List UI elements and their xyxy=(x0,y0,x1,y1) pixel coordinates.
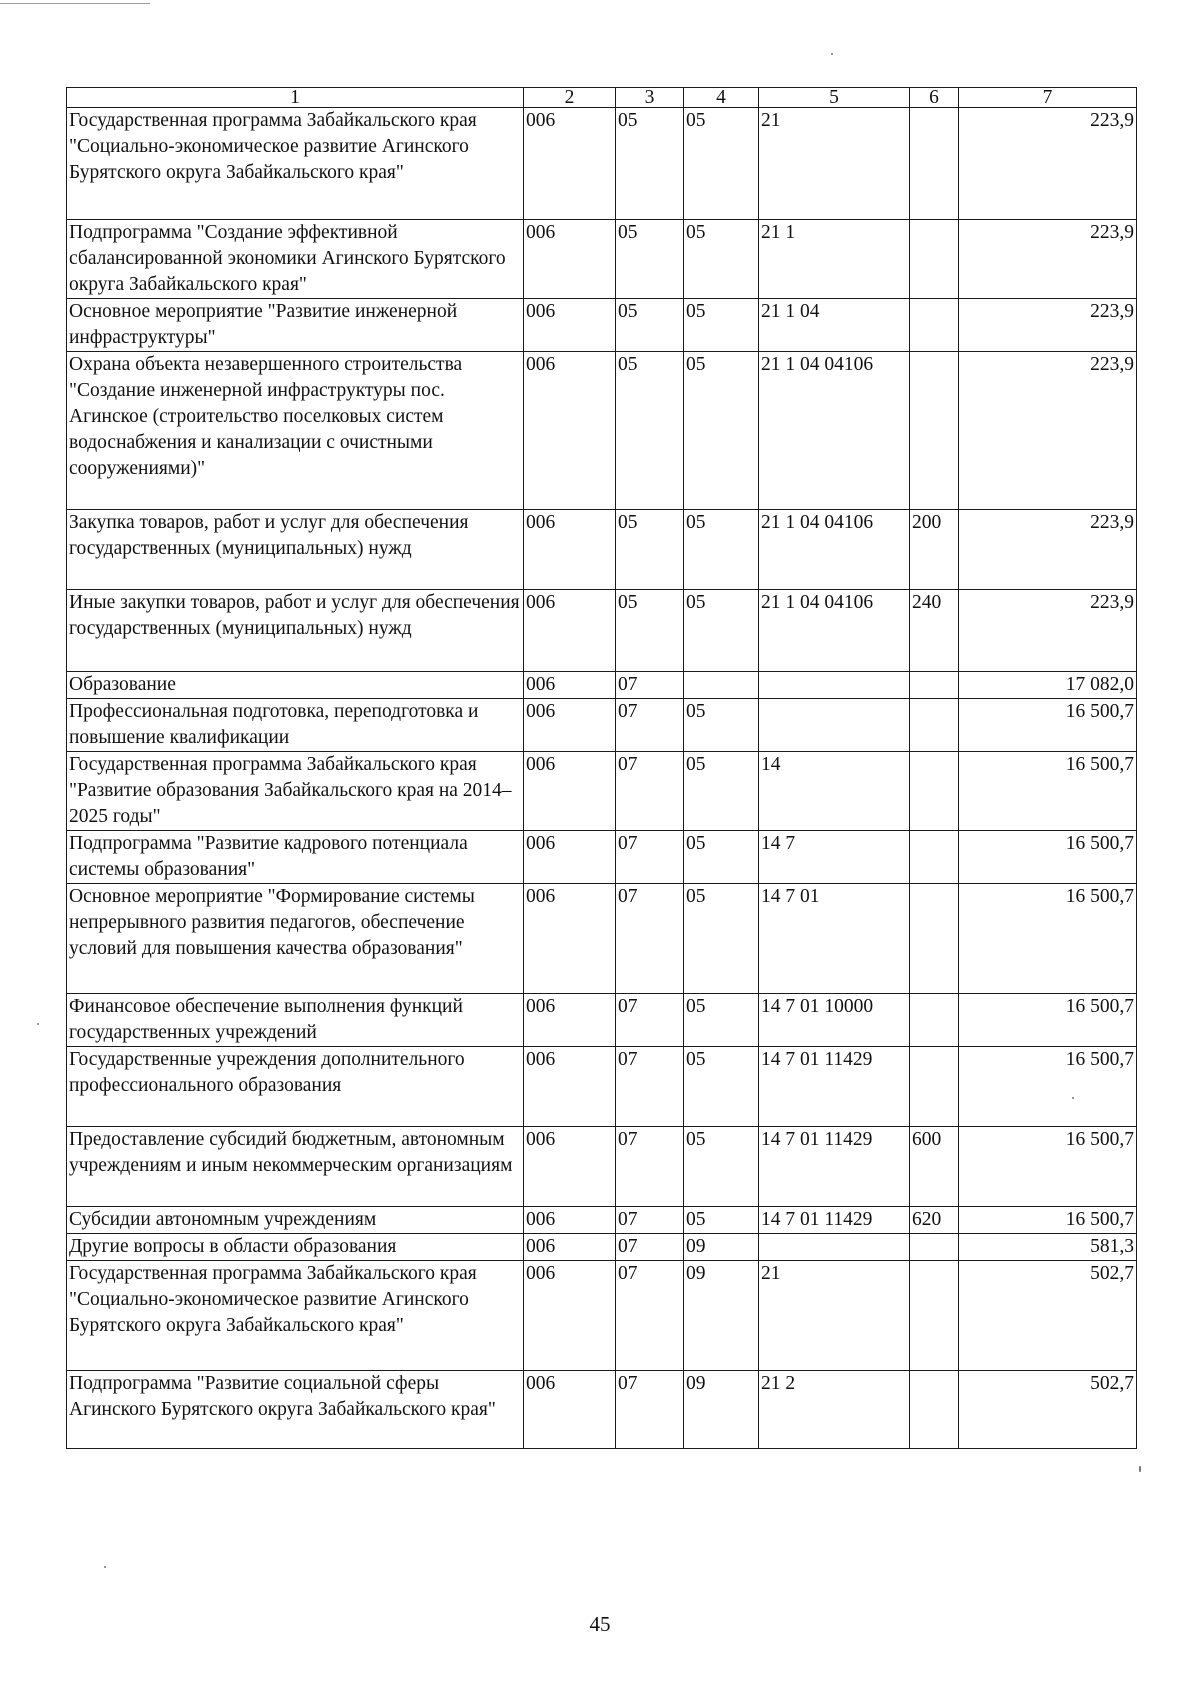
subsection-code-cell: 05 xyxy=(684,352,759,510)
grbs-code-cell: 006 xyxy=(524,1371,616,1449)
expense-type-cell xyxy=(910,1047,959,1127)
expense-type-cell xyxy=(910,1261,959,1371)
section-code-cell: 05 xyxy=(616,108,684,220)
grbs-code-cell: 006 xyxy=(524,108,616,220)
grbs-code-cell: 006 xyxy=(524,510,616,590)
grbs-code-cell: 006 xyxy=(524,699,616,752)
table-row xyxy=(67,884,1137,994)
grbs-code-cell: 006 xyxy=(524,590,616,672)
amount-cell: 223,9 xyxy=(959,510,1137,590)
table-row xyxy=(67,510,1137,590)
grbs-code-cell: 006 xyxy=(524,831,616,884)
section-code-cell: 07 xyxy=(616,994,684,1047)
expense-type-cell: 240 xyxy=(910,590,959,672)
expense-type-cell xyxy=(910,884,959,994)
target-article-cell: 21 1 04 04106 xyxy=(759,590,910,672)
header-cell: 3 xyxy=(616,88,684,108)
subsection-code-cell: 09 xyxy=(684,1261,759,1371)
section-code-cell: 05 xyxy=(616,299,684,352)
expense-type-cell xyxy=(910,352,959,510)
amount-cell: 16 500,7 xyxy=(959,1047,1137,1127)
expense-type-cell xyxy=(910,299,959,352)
section-code-cell: 07 xyxy=(616,1371,684,1449)
scan-speck xyxy=(104,1566,106,1568)
page-number: 45 xyxy=(589,1612,611,1636)
table-row xyxy=(67,1261,1137,1371)
row-name-cell: Государственная программа Забайкальского края "Социально-экономическое развитие Агинского Бурятского округа Забайкальского края" xyxy=(67,108,524,220)
target-article-cell xyxy=(759,672,910,699)
subsection-code-cell: 05 xyxy=(684,1207,759,1234)
amount-cell: 502,7 xyxy=(959,1371,1137,1449)
amount-cell: 16 500,7 xyxy=(959,831,1137,884)
grbs-code-cell: 006 xyxy=(524,220,616,299)
table-row xyxy=(67,220,1137,299)
subsection-code-cell: 05 xyxy=(684,510,759,590)
amount-cell: 16 500,7 xyxy=(959,1127,1137,1207)
target-article-cell: 21 1 04 04106 xyxy=(759,510,910,590)
amount-cell: 16 500,7 xyxy=(959,699,1137,752)
amount-cell: 16 500,7 xyxy=(959,994,1137,1047)
table-row xyxy=(67,352,1137,510)
grbs-code-cell: 006 xyxy=(524,1261,616,1371)
row-name-cell: Образование xyxy=(67,672,524,699)
table-row xyxy=(67,1207,1137,1234)
row-name-cell: Основное мероприятие "Развитие инженерной инфраструктуры" xyxy=(67,299,524,352)
row-name-cell: Подпрограмма "Создание эффективной сбалансированной экономики Агинского Бурятского округа Забайкальского края" xyxy=(67,220,524,299)
grbs-code-cell: 006 xyxy=(524,884,616,994)
subsection-code-cell: 05 xyxy=(684,590,759,672)
amount-cell: 17 082,0 xyxy=(959,672,1137,699)
target-article-cell: 14 7 01 11429 xyxy=(759,1127,910,1207)
grbs-code-cell: 006 xyxy=(524,994,616,1047)
row-name-cell: Закупка товаров, работ и услуг для обеспечения государственных (муниципальных) нужд xyxy=(67,510,524,590)
subsection-code-cell: 05 xyxy=(684,884,759,994)
grbs-code-cell: 006 xyxy=(524,672,616,699)
row-name-cell: Финансовое обеспечение выполнения функций государственных учреждений xyxy=(67,994,524,1047)
grbs-code-cell: 006 xyxy=(524,1047,616,1127)
row-name-cell: Субсидии автономным учреждениям xyxy=(67,1207,524,1234)
section-code-cell: 07 xyxy=(616,1234,684,1261)
expense-type-cell: 200 xyxy=(910,510,959,590)
target-article-cell: 21 2 xyxy=(759,1371,910,1449)
subsection-code-cell: 05 xyxy=(684,1047,759,1127)
table-row xyxy=(67,831,1137,884)
subsection-code-cell: 09 xyxy=(684,1371,759,1449)
grbs-code-cell: 006 xyxy=(524,299,616,352)
expense-type-cell xyxy=(910,672,959,699)
header-cell: 5 xyxy=(759,88,910,108)
header-cell: 2 xyxy=(524,88,616,108)
expense-type-cell: 620 xyxy=(910,1207,959,1234)
table-header-row xyxy=(67,88,1137,108)
target-article-cell: 14 7 01 xyxy=(759,884,910,994)
scan-speck xyxy=(831,53,833,55)
subsection-code-cell: 09 xyxy=(684,1234,759,1261)
scan-speck xyxy=(37,1023,39,1025)
row-name-cell: Другие вопросы в области образования xyxy=(67,1234,524,1261)
table-row xyxy=(67,1234,1137,1261)
section-code-cell: 07 xyxy=(616,831,684,884)
grbs-code-cell: 006 xyxy=(524,1127,616,1207)
table-row xyxy=(67,994,1137,1047)
section-code-cell: 07 xyxy=(616,752,684,831)
amount-cell: 16 500,7 xyxy=(959,752,1137,831)
amount-cell: 581,3 xyxy=(959,1234,1137,1261)
subsection-code-cell: 05 xyxy=(684,220,759,299)
section-code-cell: 05 xyxy=(616,352,684,510)
section-code-cell: 07 xyxy=(616,1207,684,1234)
table-row xyxy=(67,1047,1137,1127)
amount-cell: 502,7 xyxy=(959,1261,1137,1371)
expense-type-cell xyxy=(910,220,959,299)
expense-type-cell xyxy=(910,699,959,752)
section-code-cell: 07 xyxy=(616,884,684,994)
section-code-cell: 05 xyxy=(616,590,684,672)
grbs-code-cell: 006 xyxy=(524,752,616,831)
row-name-cell: Подпрограмма "Развитие кадрового потенциала системы образования" xyxy=(67,831,524,884)
row-name-cell: Государственная программа Забайкальского края "Социально-экономическое развитие Агинского Бурятского округа Забайкальского края" xyxy=(67,1261,524,1371)
subsection-code-cell: 05 xyxy=(684,1127,759,1207)
expense-type-cell xyxy=(910,1234,959,1261)
target-article-cell: 14 7 xyxy=(759,831,910,884)
row-name-cell: Охрана объекта незавершенного строительства "Создание инженерной инфраструктуры пос. Агинское (строительство поселковых систем водоснабжения и канализации с очистными сооружениями)" xyxy=(67,352,524,510)
expense-type-cell xyxy=(910,108,959,220)
subsection-code-cell: 05 xyxy=(684,299,759,352)
section-code-cell: 07 xyxy=(616,1127,684,1207)
row-name-cell: Государственная программа Забайкальского края "Развитие образования Забайкальского края на 2014–2025 годы" xyxy=(67,752,524,831)
expense-type-cell xyxy=(910,1371,959,1449)
subsection-code-cell: 05 xyxy=(684,831,759,884)
table-row xyxy=(67,108,1137,220)
amount-cell: 223,9 xyxy=(959,108,1137,220)
table-row xyxy=(67,1127,1137,1207)
target-article-cell: 21 1 04 xyxy=(759,299,910,352)
amount-cell: 223,9 xyxy=(959,220,1137,299)
budget-table xyxy=(66,87,1137,1449)
expense-type-cell xyxy=(910,994,959,1047)
subsection-code-cell: 05 xyxy=(684,108,759,220)
amount-cell: 16 500,7 xyxy=(959,884,1137,994)
section-code-cell: 07 xyxy=(616,672,684,699)
target-article-cell: 21 1 xyxy=(759,220,910,299)
target-article-cell: 14 7 01 11429 xyxy=(759,1207,910,1234)
scan-speck xyxy=(1072,1097,1074,1099)
subsection-code-cell: 05 xyxy=(684,699,759,752)
subsection-code-cell: 05 xyxy=(684,752,759,831)
amount-cell: 223,9 xyxy=(959,590,1137,672)
section-code-cell: 05 xyxy=(616,510,684,590)
row-name-cell: Иные закупки товаров, работ и услуг для обеспечения государственных (муниципальных) нужд xyxy=(67,590,524,672)
table-row xyxy=(67,1371,1137,1449)
table-row xyxy=(67,752,1137,831)
section-code-cell: 05 xyxy=(616,220,684,299)
target-article-cell: 21 1 04 04106 xyxy=(759,352,910,510)
section-code-cell: 07 xyxy=(616,1261,684,1371)
target-article-cell: 14 7 01 11429 xyxy=(759,1047,910,1127)
header-cell: 1 xyxy=(67,88,524,108)
amount-cell: 16 500,7 xyxy=(959,1207,1137,1234)
grbs-code-cell: 006 xyxy=(524,1207,616,1234)
target-article-cell: 21 xyxy=(759,1261,910,1371)
expense-type-cell xyxy=(910,831,959,884)
subsection-code-cell xyxy=(684,672,759,699)
grbs-code-cell: 006 xyxy=(524,352,616,510)
subsection-code-cell: 05 xyxy=(684,994,759,1047)
section-code-cell: 07 xyxy=(616,1047,684,1127)
header-cell: 6 xyxy=(910,88,959,108)
scan-edge-line xyxy=(0,3,150,4)
row-name-cell: Профессиональная подготовка, переподготовка и повышение квалификации xyxy=(67,699,524,752)
row-name-cell: Предоставление субсидий бюджетным, автономным учреждениям и иным некоммерческим организациям xyxy=(67,1127,524,1207)
row-name-cell: Государственные учреждения дополнительного профессионального образования xyxy=(67,1047,524,1127)
table-row xyxy=(67,299,1137,352)
table-row xyxy=(67,672,1137,699)
expense-type-cell: 600 xyxy=(910,1127,959,1207)
target-article-cell xyxy=(759,1234,910,1261)
table-row xyxy=(67,699,1137,752)
row-name-cell: Подпрограмма "Развитие социальной сферы Агинского Бурятского округа Забайкальского края" xyxy=(67,1371,524,1449)
target-article-cell: 21 xyxy=(759,108,910,220)
grbs-code-cell: 006 xyxy=(524,1234,616,1261)
table-row xyxy=(67,590,1137,672)
header-cell: 4 xyxy=(684,88,759,108)
target-article-cell: 14 xyxy=(759,752,910,831)
target-article-cell: 14 7 01 10000 xyxy=(759,994,910,1047)
amount-cell: 223,9 xyxy=(959,352,1137,510)
expense-type-cell xyxy=(910,752,959,831)
row-name-cell: Основное мероприятие "Формирование системы непрерывного развития педагогов, обеспечение условий для повышения качества образования" xyxy=(67,884,524,994)
header-cell: 7 xyxy=(959,88,1137,108)
scan-speck xyxy=(1139,1466,1141,1472)
section-code-cell: 07 xyxy=(616,699,684,752)
target-article-cell xyxy=(759,699,910,752)
amount-cell: 223,9 xyxy=(959,299,1137,352)
